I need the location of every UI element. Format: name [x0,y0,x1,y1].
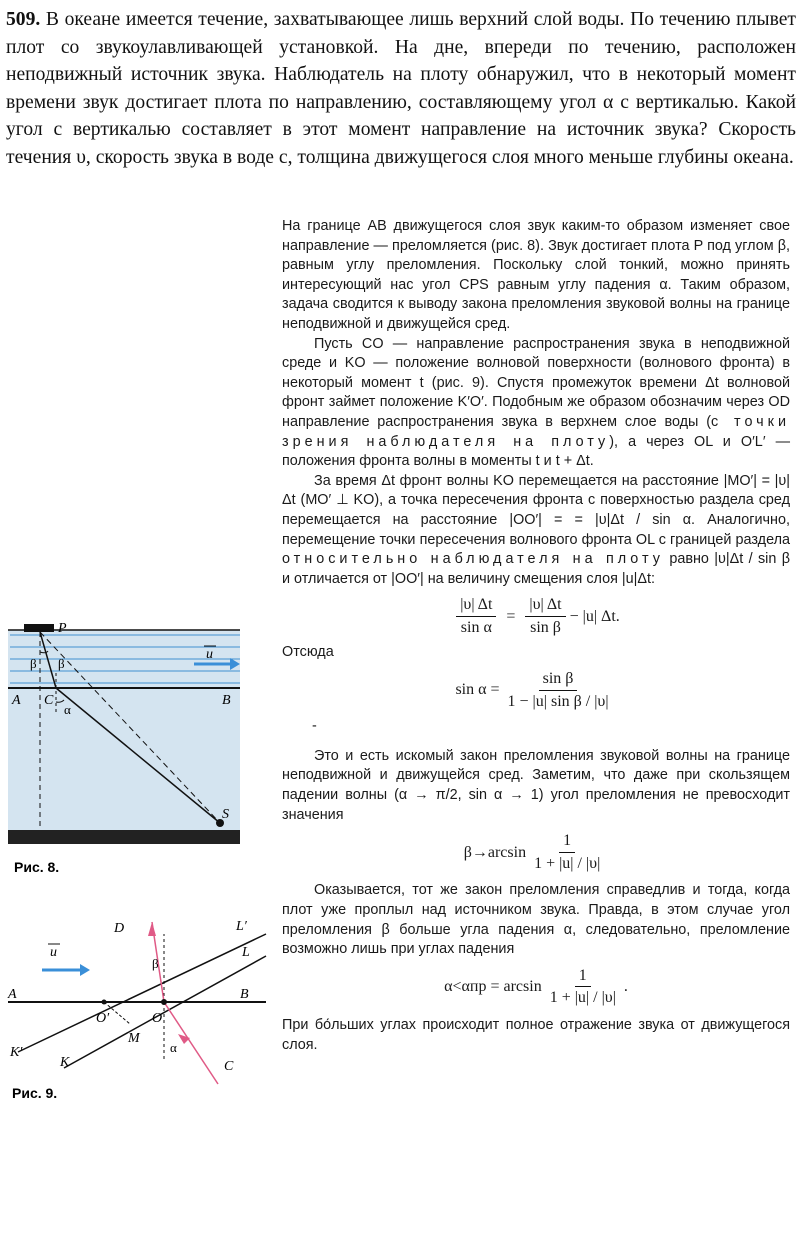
otsyuda-text: Отсюда [282,644,334,661]
label-u: u [206,647,213,662]
equation-2: sin α = $\frac{\text{sin β}}{\text{1 − |u| sin β / |υ|}}$ [455,670,609,710]
label-C: C [44,693,54,708]
solution-paragraph-2: Пусть CO — направление распространения звука в неподвижной среде и KO — положение волновой поверхности (волнового фронта) в некоторый момент t (рис. 9). Спустя промежуток времени Δt волновой фронт займет положение K′O′. Подобным же образом обозначим через OD направление распространения звука в верхнем слое воды (с точки зрения наблюдателя на плоту), а через OL и O′L′ — положения фронта волны в моменты t и t + Δt. [282,335,790,470]
label-M: M [128,1031,140,1046]
label-B: B [222,693,231,708]
point-Op [102,1000,107,1005]
label-B: B [240,987,249,1002]
problem-statement [6,6,796,172]
label-A: A [8,987,17,1002]
label-u: u [50,945,57,960]
problem-text: В океане имеется течение, захватывающее лишь верхний слой воды. По течению плывет плот со звукоулавливающей установкой. На дне, впереди по течению, расположен неподвижный источник звука. Наблюдатель на плоту обнаружил, что в некоторый момент времени звук достигает плота по направлению, составляющему угол α с вертикалью. Какой угол с вертикалью составляет в этот момент направление на источник звука? Скорость течения υ, скорость звука в воде c, толщина движущегося слоя много меньше глубины океана. [6,9,796,168]
point-O [161,999,167,1005]
front-KL [64,956,266,1068]
label-P: P [58,621,67,636]
dash-mark: - [312,718,317,735]
solution-paragraph-5: Оказывается, тот же закон преломления справедлив и тогда, когда плот уже проплыл над источником звука. Правда, в этом случае угол преломления β больше угла падения α, следовательно, преломление возможно лишь при углах падения [282,882,790,958]
label-beta: β [152,956,159,971]
equation-1: $\frac{|\upsilon| \Delta t}{\text{sin α}}$ = $\frac{|\upsilon| \Delta t}{\text{sin β}}$ − |u| Δt. [282,595,790,637]
label-D: D [114,921,125,936]
label-alpha: α [170,1040,177,1055]
problem-number: 509. [6,9,41,30]
label-alpha: α [64,702,71,717]
equation-4: α<αпр = arcsin $\frac{1}{1 + |u| / |\upsilon|}$ . [444,966,628,1007]
label-Op: O′ [96,1011,110,1026]
label-C: C [224,1059,234,1074]
solution-paragraph-4: Это и есть искомый закон преломления звуковой волны на границе неподвижной и движущейся сред. Заметим, что даже при скользящем падении волны (α → π/2, sin α → 1) угол преломления не превосходит значения [282,747,790,823]
figure-8-caption: Рис. 8. [14,859,60,875]
figure-8 [8,618,248,880]
ocean-floor [8,830,240,844]
raft [24,624,54,632]
solution-paragraph-6: При бо́льших углах происходит полное отражение звука от движущегося слоя. [282,1016,790,1053]
figure-9-caption: Рис. 9. [12,1085,58,1101]
solution-text [282,217,790,1055]
label-beta-right: β [58,656,65,671]
label-O: O [152,1011,163,1026]
solution-paragraph-3: За время Δt фронт волны KO перемещается на расстояние |MO′| = |υ|Δt (MO′ ⊥ KO), а точка пересечения фронта с поверхностью раздела сред перемещается на расстояние |OO′| = = |υ|Δt / sin α. Аналогично, перемещение точки пересечения волнового фронта OL с границей раздела относительно наблюдателя на плоту равно |υ|Δt / sin β и отличается от |OO′| на величину смещения слоя |u|Δt: [282,472,790,587]
label-K: K [60,1055,70,1070]
label-S: S [222,807,229,822]
figure-9 [4,912,270,1108]
label-Lp: L′ [236,919,247,934]
equation-3: β→arcsin $\frac{1}{1 + |u| / |\upsilon|}$ [463,832,601,872]
solution-paragraph-1: На границе AB движущегося слоя звук каким-то образом изменяет свое направление — преломляется (рис. 8). Звук достигает плота P под углом β, равным углу преломления. Поскольку слой тонкий, можно принять интересующий нас угол CPS равным углу падения α. Таким образом, задача сводится к выводу закона преломления звуковой волны на границе неподвижной и движущейся сред. [282,218,790,332]
label-Kp: K′ [10,1045,23,1060]
label-A: A [12,693,21,708]
label-beta-left: β [30,656,37,671]
label-L: L [242,945,250,960]
